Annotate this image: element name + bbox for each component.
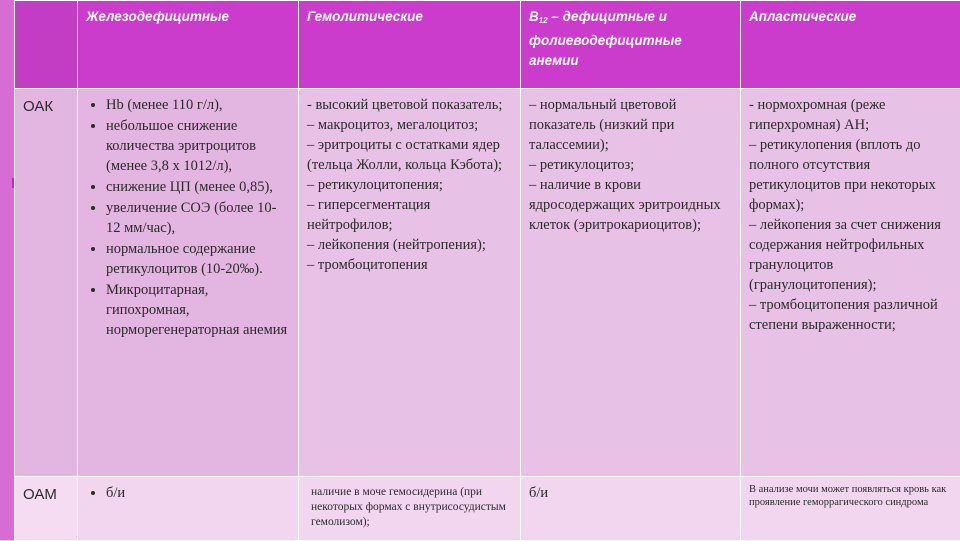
list-item: • снижение ЦП (менее 0,85), [106, 177, 290, 197]
table-row [15, 477, 960, 541]
header-b12-prefix: В [529, 9, 539, 24]
list-item: • б/и [106, 483, 290, 503]
list-item: – эритроциты с остатками ядер (тельца Жолли, кольца Кэбота); [307, 135, 512, 175]
list-item: – гиперсегментация нейтрофилов; [307, 195, 512, 235]
list-item: – лейкопения (нейтропения); [307, 235, 512, 255]
header-corner [15, 1, 78, 89]
list-item: - нормохромная (реже гиперхромная) АН; [749, 95, 952, 135]
cell-oak-iron [78, 89, 299, 477]
header-b12-deficiency [521, 1, 741, 89]
cell-oak-hemolytic [299, 89, 521, 477]
row-label-oak: ОАК [15, 89, 78, 477]
header-b12-text: – дефицитные и фолиеводефицитные анемии [529, 9, 682, 68]
list-item: – тромбоцитопения различной степени выраженности; [749, 295, 952, 335]
oak-iron-list [86, 95, 290, 340]
oak-hemolytic-list [307, 95, 512, 275]
oam-hemolytic-text: наличие в моче гемосидерина (при некоторых формах с внутрисосудистым гемолизом); [307, 483, 512, 530]
list-item: – наличие в крови ядросодержащих эритроидных клеток (эритрокариоцитов); [529, 175, 732, 235]
header-b12-sub: 12 [539, 16, 548, 25]
header-aplastic: Апластические [741, 1, 960, 89]
oam-aplastic-text: В анализе мочи может появляться кровь как проявление геморрагического синдрома [749, 483, 952, 509]
oam-iron-list [86, 483, 290, 503]
list-item: – тромбоцитопения [307, 255, 512, 275]
list-item: – ретикулоцитоз; [529, 155, 732, 175]
list-item: - высокий цветовой показатель; [307, 95, 512, 115]
cell-oam-hemolytic [299, 477, 521, 541]
list-item: – макроцитоз, мегалоцитоз; [307, 115, 512, 135]
list-item: • нормальное содержание ретикулоцитов (10-20‰). [106, 239, 290, 279]
table-row [15, 89, 960, 477]
list-item: • небольшое снижение количества эритроцитов (менее 3,8 х 1012/л), [106, 116, 290, 176]
cell-oak-aplastic [741, 89, 960, 477]
row-label-oam: ОАМ [15, 477, 78, 541]
anemia-comparison-table [14, 0, 960, 541]
list-item: • Микроцитарная, гипохромная, норморегенераторная анемия [106, 280, 290, 340]
cell-oak-b12 [521, 89, 741, 477]
list-item: – ретикулоцитопения; [307, 175, 512, 195]
cell-oam-b12: б/и [521, 477, 741, 541]
list-item: – ретикулопения (вплоть до полного отсутствия ретикулоцитов при некоторых формах); [749, 135, 952, 215]
header-hemolytic: Гемолитические [299, 1, 521, 89]
oak-b12-list [529, 95, 732, 235]
header-iron-deficiency: Железодефицитные [78, 1, 299, 89]
oak-aplastic-list [749, 95, 952, 335]
list-item: • Hb (менее 110 г/л), [106, 95, 290, 115]
header-row [15, 1, 960, 89]
left-edge-bar [0, 0, 14, 540]
cell-oam-iron [78, 477, 299, 541]
list-item: – лейкопения за счет снижения содержания нейтрофильных гранулоцитов (гранулоцитопения); [749, 215, 952, 295]
list-item: • увеличение СОЭ (более 10-12 мм/час), [106, 198, 290, 238]
cell-oam-aplastic [741, 477, 960, 541]
list-item: – нормальный цветовой показатель (низкий при талассемии); [529, 95, 732, 155]
